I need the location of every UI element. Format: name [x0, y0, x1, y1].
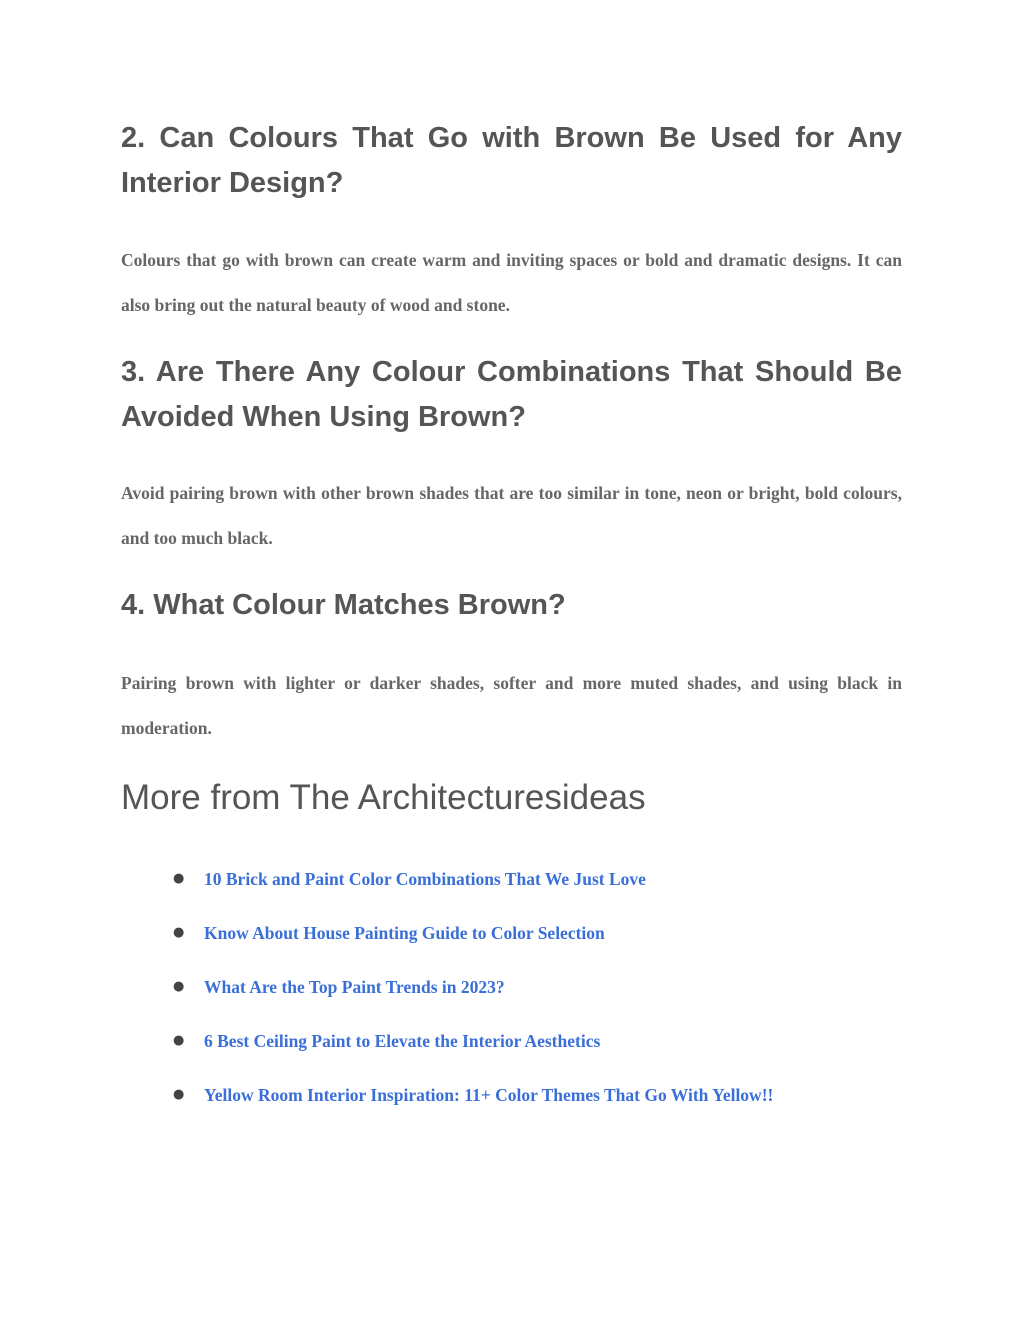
bullet-icon: ● [173, 1033, 185, 1048]
related-link[interactable]: 6 Best Ceiling Paint to Elevate the Interior Aesthetics [204, 1031, 601, 1051]
faq-answer-4: Pairing brown with lighter or darker shades, softer and more muted shades, and using black in moderation. [121, 673, 902, 738]
bullet-icon: ● [173, 871, 185, 886]
faq-answer-3: Avoid pairing brown with other brown shades that are too similar in tone, neon or bright, bold colours, and too much black. [121, 483, 902, 548]
bullet-icon: ● [173, 979, 185, 994]
related-links-list [121, 858, 902, 1128]
bullet-icon: ● [173, 1087, 185, 1102]
list-item [121, 858, 902, 912]
faq-answer-2: Colours that go with brown can create warm and inviting spaces or bold and dramatic designs. It can also bring out the natural beauty of wood and stone. [121, 250, 902, 315]
more-section-title: More from The Architecturesideas [121, 778, 646, 817]
faq-heading-2: 2. Can Colours That Go with Brown Be Used for Any Interior Design? [121, 122, 902, 199]
faq-heading-4: 4. What Colour Matches Brown? [121, 589, 566, 621]
related-link[interactable]: What Are the Top Paint Trends in 2023? [204, 977, 505, 997]
bullet-icon: ● [173, 925, 185, 940]
list-item [121, 912, 902, 966]
list-item [121, 966, 902, 1020]
list-item [121, 1020, 902, 1074]
related-link[interactable]: Know About House Painting Guide to Color Selection [204, 923, 605, 943]
list-item [121, 1074, 902, 1128]
related-link[interactable]: Yellow Room Interior Inspiration: 11+ Color Themes That Go With Yellow!! [204, 1085, 774, 1105]
related-link[interactable]: 10 Brick and Paint Color Combinations That We Just Love [204, 869, 646, 889]
faq-heading-3: 3. Are There Any Colour Combinations That Should Be Avoided When Using Brown? [121, 356, 902, 433]
